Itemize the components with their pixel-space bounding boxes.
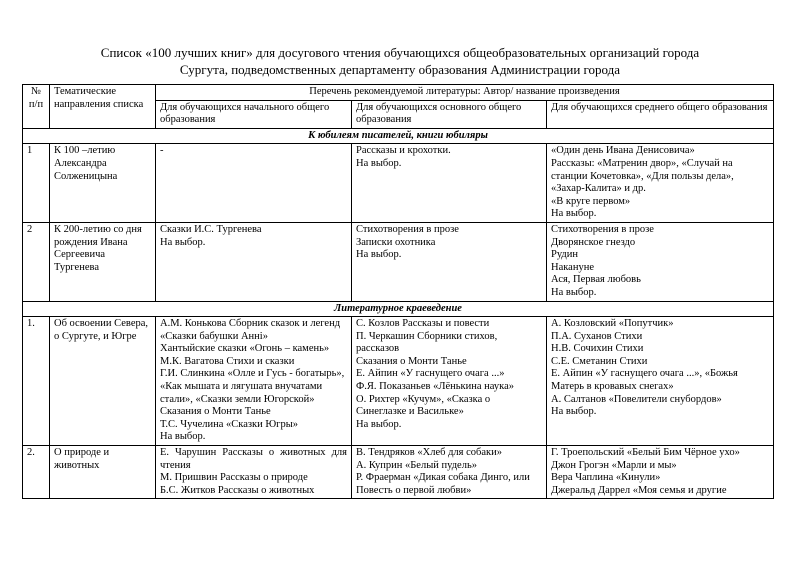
book-entry: Н.В. Сочихин Стихи: [551, 343, 644, 355]
book-entry: Ася, Первая любовь: [551, 274, 641, 286]
book-entry: С. Козлов Рассказы и повести: [356, 318, 490, 330]
book-entry: А. Салтанов «Повелители снубордов»: [551, 393, 722, 405]
row-primary: [156, 144, 352, 223]
row-primary: [156, 222, 352, 301]
header-basic: Для обучающихся основного общего образования: [352, 100, 547, 128]
book-entry: На выбор.: [356, 157, 402, 169]
section-local: Литературное краеведение: [23, 301, 774, 317]
section-row: [23, 128, 774, 144]
book-entry: М. Пришвин Рассказы о природе: [160, 472, 308, 484]
book-entry: П. Черкашин Сборники стихов, рассказов: [356, 330, 498, 355]
row-secondary: [547, 222, 774, 301]
book-entry: А. Куприн «Белый пудель»: [356, 459, 477, 471]
book-entry: Р. Фраерман «Дикая собака Динго, или Повесть о первой любви»: [356, 472, 530, 496]
book-entry: Рассказы: «Матренин двор», «Случай на станции Кочетовка», «Для пользы дела», «Захар-Калита» и др.: [551, 157, 734, 195]
book-entry: Е. Айпин «У гаснущего очага ...», «Божья Матерь в кровавых снегах»: [551, 368, 738, 393]
book-entry: На выбор.: [160, 236, 206, 248]
table-row: [23, 222, 774, 301]
book-entry: Стихотворения в прозе: [551, 223, 654, 235]
book-entry: Джон Грогэн «Марли и мы»: [551, 459, 677, 471]
book-list-table: [22, 84, 774, 499]
book-entry: В. Тендряков «Хлеб для собаки»: [356, 447, 502, 459]
header-row: [23, 85, 774, 101]
document-title: [40, 44, 760, 78]
book-entry: На выбор.: [356, 249, 402, 261]
row-secondary: [547, 144, 774, 223]
book-entry: Сказания о Монти Танье: [160, 406, 271, 418]
book-entry: На выбор.: [356, 418, 402, 430]
row-basic: [352, 144, 547, 223]
book-entry: Ф.Я. Показаньев «Лёнькина наука»: [356, 381, 514, 393]
book-entry: Джеральд Даррел «Моя семья и другие: [551, 484, 727, 496]
row-num: 1: [23, 144, 50, 223]
header-theme: Тематические направления списка: [50, 85, 156, 129]
book-entry: П.А. Суханов Стихи: [551, 330, 643, 342]
book-entry: Рудин: [551, 249, 579, 261]
row-basic: [352, 446, 547, 499]
title-line-2: Сургута, подведомственных департаменту образования Администрации города: [179, 62, 621, 77]
book-entry: Г. Троепольский «Белый Бим Чёрное ухо»: [551, 447, 740, 459]
row-primary: [156, 317, 352, 446]
row-secondary: [547, 317, 774, 446]
row-theme: К 100 –летию Александра Солженицына: [50, 144, 156, 223]
book-entry: «В круге первом»: [551, 195, 631, 207]
row-basic: [352, 222, 547, 301]
book-entry: Дворянское гнездо: [551, 236, 636, 248]
row-primary: [156, 446, 352, 499]
row-basic: [352, 317, 547, 446]
book-entry: Записки охотника: [356, 236, 436, 248]
book-entry: Сказки И.С. Тургенева: [160, 223, 262, 235]
book-entry: А. Козловский «Попутчик»: [551, 318, 674, 330]
book-entry: На выбор.: [551, 406, 597, 418]
row-num: 1.: [23, 317, 50, 446]
book-entry: Е. Чарушин Рассказы о животных для чтения: [160, 447, 347, 471]
book-entry: Хантыйские сказки «Огонь – камень»: [160, 343, 330, 355]
header-secondary: Для обучающихся среднего общего образования: [547, 100, 774, 128]
book-entry: М.К. Вагатова Стихи и сказки: [160, 355, 295, 367]
book-entry: О. Рихтер «Кучум», «Сказка о Синеглазке и Васильке»: [356, 393, 491, 418]
book-entry: А.М. Конькова Сборник сказок и легенд «Сказки бабушки Анні»: [160, 318, 341, 342]
row-theme: К 200-летию со дня рождения Ивана Сергеевича Тургенева: [50, 222, 156, 301]
book-entry: Стихотворения в прозе: [356, 223, 459, 235]
table-row: [23, 317, 774, 446]
section-jubilee: К юбилеям писателей, книги юбиляры: [23, 128, 774, 144]
row-num: 2: [23, 222, 50, 301]
book-entry: Рассказы и крохотки.: [356, 145, 451, 157]
header-primary: Для обучающихся начального общего образования: [156, 100, 352, 128]
section-row: [23, 301, 774, 317]
book-entry: На выбор.: [551, 286, 597, 298]
book-entry: Г.И. Слинкина «Олле и Гусь - богатырь», «Как мышата и лягушата внучатами стали», «Сказки земли Югорской»: [160, 368, 345, 405]
book-entry: -: [160, 145, 164, 157]
row-num: 2.: [23, 446, 50, 499]
row-secondary: [547, 446, 774, 499]
book-entry: С.Е. Сметанин Стихи: [551, 355, 648, 367]
row-theme: Об освоении Севера, о Сургуте, и Югре: [50, 317, 156, 446]
header-list: Перечень рекомендуемой литературы: Автор/ название произведения: [156, 85, 774, 101]
book-entry: Накануне: [551, 261, 594, 273]
book-entry: Т.С. Чучелина «Сказки Югры»: [160, 418, 299, 430]
title-line-1: Список «100 лучших книг» для досугового чтения обучающихся общеобразовательных организаций города: [100, 45, 700, 60]
row-theme: О природе и животных: [50, 446, 156, 499]
book-entry: На выбор.: [160, 431, 206, 443]
table-row: [23, 446, 774, 499]
book-entry: На выбор.: [551, 208, 597, 220]
book-entry: Вера Чаплина «Кинули»: [551, 472, 661, 484]
book-entry: Б.С. Житков Рассказы о животных: [160, 484, 315, 496]
book-entry: Сказания о Монти Танье: [356, 355, 467, 367]
table-row: [23, 144, 774, 223]
book-entry: «Один день Ивана Денисовича»: [551, 145, 695, 157]
book-entry: Е. Айпин «У гаснущего очага ...»: [356, 368, 505, 380]
header-num: № п/п: [23, 85, 50, 129]
